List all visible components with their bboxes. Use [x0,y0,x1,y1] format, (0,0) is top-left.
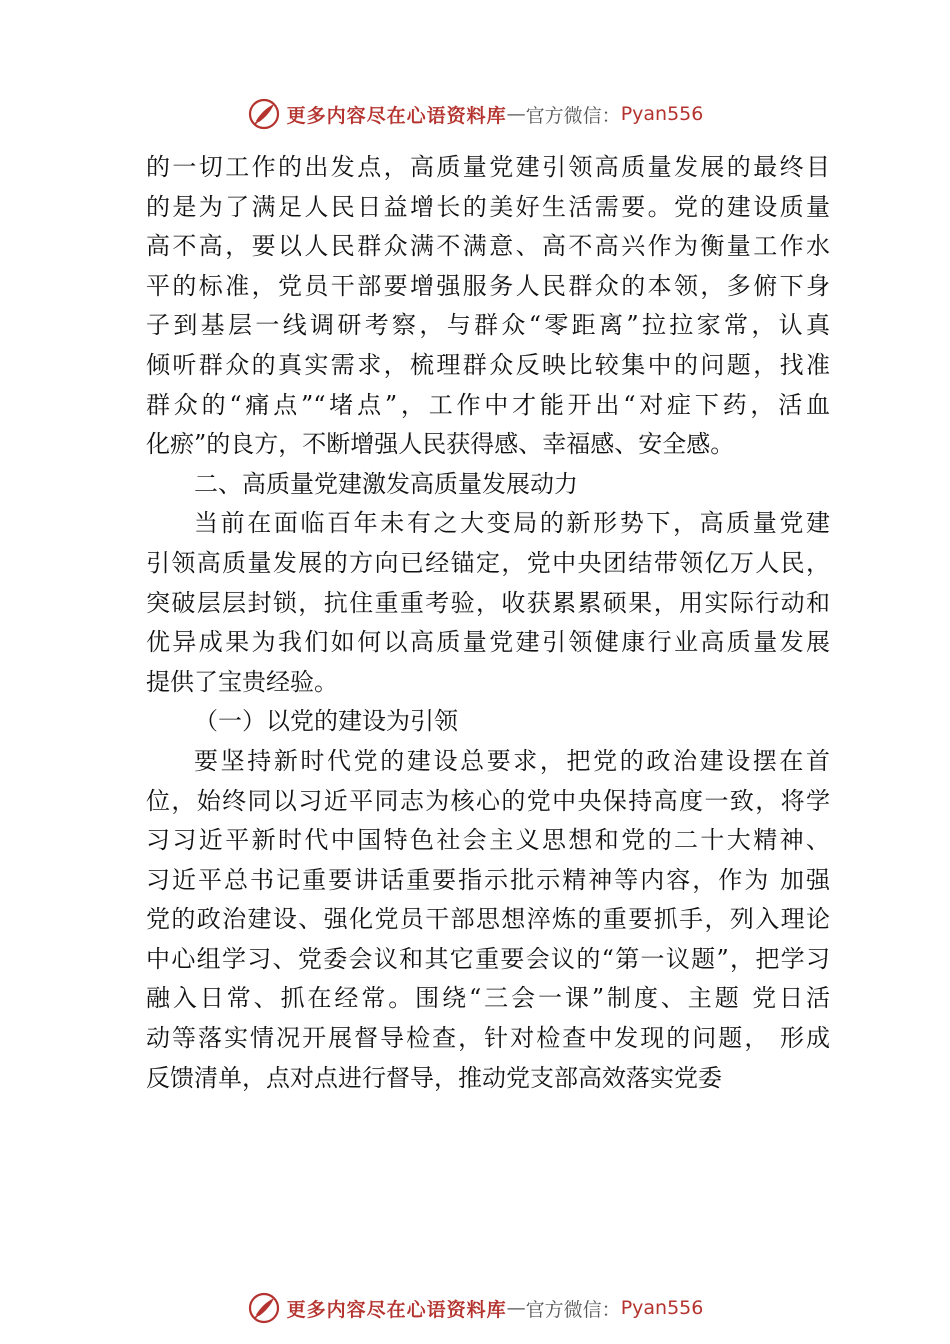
watermark-wechat-id: Pyan556 [620,1297,704,1319]
body-line: 优异成果为我们如何以高质量党建引领健康行业高质量发展 [146,628,830,657]
subsection-heading: （一）以党的建设为引领 [194,707,458,736]
body-line: 提供了宝贵经验。 [146,667,338,696]
section-heading: 二、高质量党建激发高质量发展动力 [194,469,578,498]
footer-watermark [0,1288,950,1328]
body-line: 习习近平新时代中国特色社会主义思想和党的二十大精神、 [146,826,830,855]
body-line: 突破层层封锁，抗住重重考验，收获累累硕果，用实际行动和 [146,588,830,617]
body-line: 化瘀”的良方，不断增强人民获得感、幸福感、安全感。 [146,430,735,459]
watermark-separator: — [506,103,526,125]
body-line: 中心组学习、党委会议和其它重要会议的“第一议题”，把学习 [146,944,830,973]
watermark-separator: — [506,1297,526,1319]
quill-emblem-icon [247,1291,281,1325]
quill-emblem-icon [247,97,281,131]
body-line: 子到基层一线调研考察，与群众“零距离”拉拉家常，认真 [146,311,830,340]
body-line: 要坚持新时代党的建设总要求，把党的政治建设摆在首 [194,746,830,775]
document-body [146,148,830,1098]
body-line: 融入日常、抓在经常。围绕“三会一课”制度、主题 党日活 [146,984,830,1013]
body-line: 高不高，要以人民群众满不满意、高不高兴作为衡量工作水 [146,232,830,261]
body-line: 习近平总书记重要讲话重要指示批示精神等内容，作为 加强 [146,865,830,894]
body-line: 引领高质量发展的方向已经锚定，党中央团结带领亿万人民， [146,548,830,577]
body-line: 群众的“痛点”“堵点”，工作中才能开出“对症下药，活血 [146,390,830,419]
watermark-wechat-label: 官方微信： [525,104,621,127]
body-line: 党的政治建设、强化党员干部思想淬炼的重要抓手，列入理论 [146,905,830,934]
body-line: 动等落实情况开展督导检查，针对检查中发现的问题， 形成 [146,1024,830,1053]
header-watermark [0,94,950,134]
body-line: 反馈清单，点对点进行督导，推动党支部高效落实党委 [146,1063,722,1092]
body-line: 当前在面临百年未有之大变局的新形势下，高质量党建 [194,509,830,538]
body-line: 的一切工作的出发点，高质量党建引领高质量发展的最终目 [146,153,830,181]
body-line: 平的标准，党员干部要增强服务人民群众的本领，多俯下身 [146,271,830,300]
body-line: 位，始终同以习近平同志为核心的党中央保持高度一致，将学 [146,786,830,815]
watermark-wechat-id: Pyan556 [620,103,704,125]
watermark-site-text: 更多内容尽在心语资料库 [286,1298,507,1321]
body-line: 的是为了满足人民日益增长的美好生活需要。党的建设质量 [146,192,830,221]
watermark-site-text: 更多内容尽在心语资料库 [286,104,507,127]
watermark-wechat-label: 官方微信： [525,1298,621,1321]
body-line: 倾听群众的真实需求，梳理群众反映比较集中的问题，找准 [146,350,830,379]
